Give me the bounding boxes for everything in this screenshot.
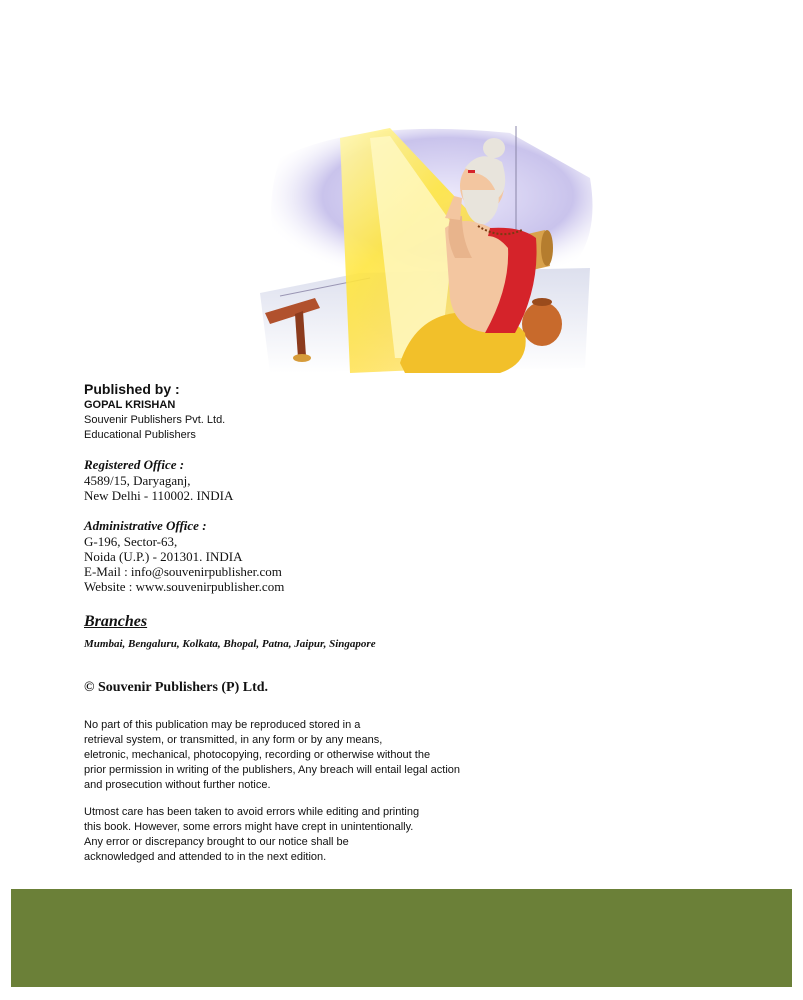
- disclaimer-line: acknowledged and attended to in the next edition.: [84, 851, 327, 863]
- footer-band: [11, 889, 792, 987]
- praying-sage-illustration: [240, 118, 600, 380]
- disclaimer-line: this book. However, some errors might have crept in unintentionally.: [84, 821, 414, 833]
- publisher-block: [84, 381, 225, 443]
- clay-pot: [522, 302, 562, 346]
- copyright-block: [84, 680, 268, 696]
- disclaimer-line: Utmost care has been taken to avoid errors while editing and printing: [84, 806, 420, 818]
- clay-pot-rim: [532, 298, 552, 306]
- branches-block: [84, 612, 376, 652]
- sage-hair-bun: [483, 138, 505, 158]
- administrative-office-address-line: Noida (U.P.) - 201301. INDIA: [84, 549, 243, 564]
- registered-office-heading: Registered Office :: [84, 457, 185, 472]
- notice-line: eletronic, mechanical, photocopying, recording or otherwise without the: [84, 749, 431, 761]
- branches-list: Mumbai, Bengaluru, Kolkata, Bhopal, Patna, Jaipur, Singapore: [84, 638, 376, 650]
- tilak-mark: [468, 170, 475, 173]
- copyright-notice: © Souvenir Publishers (P) Ltd.: [84, 680, 269, 695]
- administrative-office-website: Website : www.souvenirpublisher.com: [84, 579, 285, 594]
- publisher-name: GOPAL KRISHAN: [84, 399, 176, 411]
- notice-line: prior permission in writing of the publishers, Any breach will entail legal action: [84, 764, 461, 776]
- reproduction-notice: [84, 718, 460, 793]
- administrative-office-heading: Administrative Office :: [84, 518, 207, 533]
- scroll-end: [541, 230, 553, 266]
- administrative-office-email: E-Mail : info@souvenirpublisher.com: [84, 564, 282, 579]
- notice-line: retrieval system, or transmitted, in any form or by any means,: [84, 734, 383, 746]
- branches-heading: Branches: [84, 613, 148, 630]
- notice-line: and prosecution without further notice.: [84, 779, 271, 791]
- publisher-tagline: Educational Publishers: [84, 429, 196, 441]
- administrative-office-block: [84, 518, 284, 594]
- low-table-foot: [293, 354, 311, 362]
- publisher-company: Souvenir Publishers Pvt. Ltd.: [84, 414, 226, 426]
- registered-office-block: [84, 457, 233, 503]
- disclaimer-line: Any error or discrepancy brought to our notice shall be: [84, 836, 349, 848]
- errors-disclaimer: [84, 805, 419, 865]
- published-by-heading: Published by :: [84, 381, 180, 397]
- registered-office-address-line: 4589/15, Daryaganj,: [84, 473, 191, 488]
- registered-office-address-line: New Delhi - 110002. INDIA: [84, 488, 234, 503]
- administrative-office-address-line: G-196, Sector-63,: [84, 534, 178, 549]
- notice-line: No part of this publication may be reproduced stored in a: [84, 719, 361, 731]
